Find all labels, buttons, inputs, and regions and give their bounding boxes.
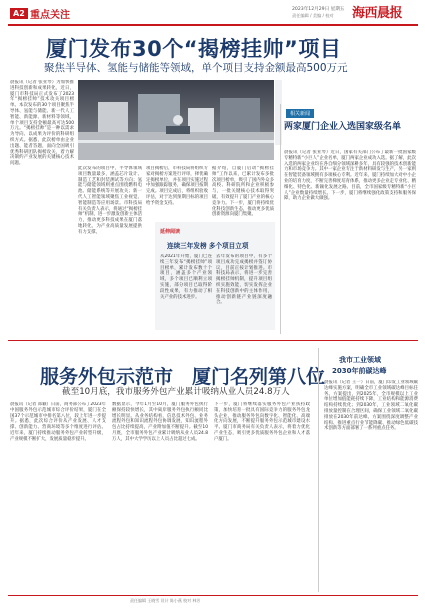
side-story-body: 晨报讯（记者 张亚琴）近日，国家有关部门公布了最新一批国家级专精特新“小巨人”企业名单，厦门两家企业成功入选。据了解，此次入选的两家企业均在各自细分领域深耕多年，具有较强的技术创新能力和市场竞争力。其中一家企业专注于新材料研发与生产，另一家则在智能装备领域拥有多项核心专利。近年来，厦门持续加大对中小企业的培育力度，不断完善梯度培育体系，推动更多企业走专业化、精细化、特色化、新颖化发展之路。目前，全市国家级专精特新“小巨人”企业数量持续增长。下一步，厦门将继续强化政策支持和服务保障，助力企业做大做强。 [284,150,416,202]
story1-column-1: 晨报讯（记者 张亚琴）为加快推进科技创新和成果转化，近日，厦门市科技局正式发布了2023年“揭榜挂帅”技术攻关项目榜单。本次发布的30个项目聚焦半导体、氢能与储能、新一代人工智能、新能源、新材料等领域，单个项目支持金额最高可达500万元。“揭榜挂帅”是一种以需求为导向、以成果为评价的科研组织方式。据悉，此次榜单由企业出题、能者答题，面向全国吸引优秀科研团队揭榜攻关，着力解决制约产业发展的关键核心技术问题。 [10,80,74,167]
inset-headline: 连续三年发榜 多个项目立项 [167,242,249,250]
story1-column-4: 据介绍，自厦门启动“揭榜挂帅”工作以来，已累计发布多批次项目榜单，吸引了国内外众多高校、科研院所和企业积极参与，一批关键核心技术取得突破，有效提升了厦门产业的核心竞争力。下一步，厦门将持续优化科技创新生态，推动更多优质创新资源向厦门集聚。 [212,166,274,218]
column-divider [280,104,281,334]
inset-tag: 延伸阅读 [160,229,181,235]
footer-credits: 责任编辑 王晓雪 设计 陈小燕 校对 林芳 [130,598,201,603]
inset-column-1: 从2021年开始，厦门已连续三年发布“揭榜挂帅”项目榜单，累计发布数十个项目，涵盖多个产业领域，多个项目已顺利立项实施，部分项目已取得阶段性成果，有力推动了相关产业的技术进步。 [160,254,212,300]
editor-line: 责任编辑 / 美编 / 校对 [292,13,334,18]
story2-column-3: 下一步，厦门将继续落实服务外包产业扶持政策，加快培育一批具有国际竞争力的服务外包龙头企业，推动服务外包向数字化、智能化、高端化方向发展，不断提升服务外包示范城市建设水平。厦门市商务局有关负责人表示，将着力优化产业生态，吸引更多优质服务外包企业和人才落户厦门。 [214,402,310,442]
related-news-badge: 相关新闻 [286,109,314,118]
story2-headline: 服务外包示范市 厦门名列第八位 [40,366,326,388]
masthead-logo: 海西晨报 [352,6,403,21]
story1-column-3: 项目揭榜后，市科技局将组织专家对揭榜方案进行评审，择优确定揭榜单位，并在项目实施过程中加强跟踪服务，确保项目按期完成。项目完成后，将组织验收评估，对于达到预期目标的项目给予资金支持。 [146,166,208,206]
main-subheadline: 聚焦半导体、氢能与储能等领域，单个项目支持金额最高500万元 [44,62,348,74]
factory-photo [78,80,274,160]
story1-column-2: 此次发布的项目中，半导体领域项目数量最多，涵盖芯片设计、制造工艺和封装测试等方向；氢能与储能领域则重点围绕燃料电池、储能系统等开展攻关；新一代人工智能领域聚焦工业视觉、智能制造等应用场景。市科技局有关负责人表示，将通过“揭榜挂帅”机制，进一步激发创新主体活力，推动更多科技成果在厦门落地转化，为产业高质量发展提供有力支撑。 [78,166,142,235]
side2-headline-line1: 我市工业领域 [339,356,381,364]
page-header [0,0,425,26]
story2-column-2: 数据显示，今年1月至10月，厦门服务外包执行额保持较快增长，其中离岸服务外包执行额同比增长明显。从业务结构看，信息技术外包、业务流程外包和知识流程外包协调发展，知识流程外包占比持续提高，产业附加值不断提升。截至10月底，全市服务外包产业累计吸纳从业人员24.8万人，其中大学学历以上人员占比超过七成。 [112,402,208,442]
footer-rule [8,595,418,596]
story2-column-1: 晨报讯（记者 郑颖）日前，商务部公布了2023年中国服务外包示范城市综合评价结果，厦门在全国37个示范城市中排名第八位，较上年进一步提升。据悉，此次综合评价从产业发展、人才支撑、创新能力、营商环境等多个维度进行评估。近年来，厦门持续推动服务外包产业转型升级，产业规模不断扩大，发展质量稳步提升。 [10,402,106,442]
page-number: A2 [10,8,28,19]
main-headline: 厦门发布30个“揭榜挂帅”项目 [46,37,342,61]
side2-headline-line2: 2030年前碳达峰 [332,367,387,375]
column-divider-2 [318,348,319,592]
header-rule [8,24,418,26]
issue-date: 2023年12月29日 星期五 [292,7,345,12]
inset-column-2: 去年发布的项目中，有多个项目成功完成揭榜并签订协议，目前正按计划推进。市科技局表示，将进一步完善揭榜挂帅机制，提升项目组织实施效能，切实发挥企业在科技创新中的主体作用，推动创新链产业链深度融合。 [216,254,272,306]
side-headline: 两家厦门企业入选国家级名单 [284,122,402,132]
side2-body: 晨报讯（记者 王一）日前，厦门印发工业领域碳达峰实施方案，明确全市工业领域碳达峰目标任务。方案提出，到2025年，全市规模以上工业单位增加值能耗持续下降，工业结构和能源消费结构持续优化；到2030年，工业领域二氧化碳排放量控制在合理区间，确保工业领域二氧化碳排放在2030年前达峰。方案围绕深度调整产业结构、推进重点行业节能降碳、推动绿色低碳技术创新等方面部署了一系列重点任务。 [324,380,418,432]
section-title: 重点关注 [30,10,70,21]
story2-subheadline: 截至10月底，我市服务外包产业累计吸纳从业人员24.8万人 [62,387,290,397]
photo-caption-strip [275,80,282,145]
section-divider [8,340,418,341]
